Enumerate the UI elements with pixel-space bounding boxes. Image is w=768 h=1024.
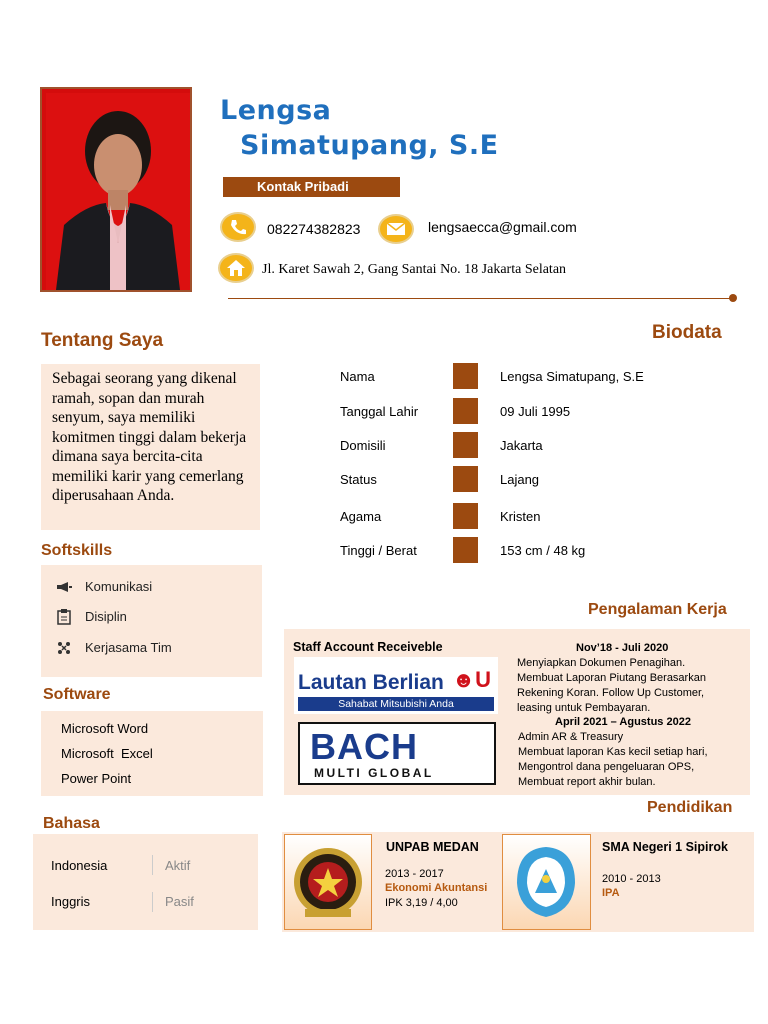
email-address[interactable]: lengsaecca@gmail.com xyxy=(428,219,577,235)
desc-2-line: Membuat report akhir bulan. xyxy=(518,776,656,788)
bio-label-nama: Nama xyxy=(340,369,375,384)
logo1-text: Lautan Berlian xyxy=(298,671,444,694)
phone-number[interactable]: 082274382823 xyxy=(267,221,361,237)
bio-value-domisili: Jakarta xyxy=(500,438,543,453)
about-heading: Tentang Saya xyxy=(41,330,164,351)
language-level: Pasif xyxy=(165,894,194,909)
school-years: 2010 - 2013 xyxy=(602,873,661,885)
team-icon xyxy=(55,641,73,655)
profile-photo xyxy=(40,87,192,292)
bio-marker xyxy=(453,398,478,424)
bio-value-tanggal-lahir: 09 Juli 1995 xyxy=(500,404,571,419)
bio-label-domisili: Domisili xyxy=(340,438,386,453)
softskill-item xyxy=(55,609,127,624)
address: Jl. Karet Sawah 2, Gang Santai No. 18 Jakarta Selatan xyxy=(262,262,567,277)
about-text: Sebagai seorang yang dikenal ramah, sopan dan murah senyum, saya memiliki komitmen tinggi dalam bekerja dimana saya bercita-cita memiliki karir yang cemerlang diperusahaan Anda. xyxy=(52,370,247,504)
bio-marker xyxy=(453,432,478,458)
softskills-heading: Softskills xyxy=(41,542,113,559)
bahasa-heading: Bahasa xyxy=(43,815,100,832)
softskill-item xyxy=(55,579,152,594)
bio-marker xyxy=(453,537,478,563)
software-item: Microsoft Excel xyxy=(61,746,153,761)
biodata-heading: Biodata xyxy=(652,322,722,343)
bio-value-nama: Lengsa Simatupang, S.E xyxy=(500,369,644,384)
bio-label-tinggi-berat: Tinggi / Berat xyxy=(340,543,417,558)
software-item: Power Point xyxy=(61,771,132,786)
bio-marker xyxy=(453,466,478,492)
bio-marker xyxy=(453,363,478,389)
education-heading: Pendidikan xyxy=(647,799,733,816)
unpab-emblem-icon xyxy=(284,834,372,930)
bio-label-tanggal-lahir: Tanggal Lahir xyxy=(340,404,419,419)
desc-1-line: Menyiapkan Dokumen Penagihan. xyxy=(517,657,686,669)
desc-1-line: Membuat Laporan Piutang Berasarkan xyxy=(517,672,706,684)
school-name: UNPAB MEDAN xyxy=(386,840,479,854)
home-icon xyxy=(218,253,254,283)
software-item: Microsoft Word xyxy=(61,721,149,736)
bio-value-agama: Kristen xyxy=(500,509,541,524)
bach-logo xyxy=(298,722,496,785)
last-name: Simatupang, S.E xyxy=(240,130,499,161)
school-ipk: IPK 3,19 / 4,00 xyxy=(385,897,458,909)
role-2: Admin AR & Treasury xyxy=(518,731,624,743)
tut-wuri-emblem-icon xyxy=(502,834,591,930)
desc-2-line: Mengontrol dana pengeluaran OPS, xyxy=(518,761,695,773)
period-1: Nov’18 - Juli 2020 xyxy=(576,642,669,654)
school-major: IPA xyxy=(602,887,620,899)
first-name: Lengsa xyxy=(220,95,332,126)
desc-1-line: Rekening Koran. Follow Up Customer, xyxy=(517,687,705,699)
bio-value-status: Lajang xyxy=(500,472,540,487)
phone-icon xyxy=(220,212,256,242)
logo2-text: BACH xyxy=(310,726,418,767)
mail-icon xyxy=(378,214,414,244)
bio-label-status: Status xyxy=(340,472,377,487)
period-2: April 2021 – Agustus 2022 xyxy=(555,716,691,728)
contact-heading: Kontak Pribadi xyxy=(223,177,400,197)
language-name: Indonesia xyxy=(51,858,108,873)
school-name: SMA Negeri 1 Sipirok xyxy=(602,840,728,854)
desc-2-line: Membuat laporan Kas kecil setiap hari, xyxy=(518,746,708,758)
job-title: Staff Account Receiveble xyxy=(293,640,443,654)
logo1-mascot-icon: ☻U xyxy=(452,667,492,692)
bio-marker xyxy=(453,503,478,529)
softskill-label: Disiplin xyxy=(85,609,127,624)
school-years: 2013 - 2017 xyxy=(385,868,444,880)
softskill-label: Komunikasi xyxy=(85,579,153,594)
logo1-sub: Sahabat Mitsubishi Anda xyxy=(298,697,494,711)
language-separator xyxy=(152,855,153,875)
experience-heading: Pengalaman Kerja xyxy=(588,601,727,618)
softskill-label: Kerjasama Tim xyxy=(85,640,172,655)
softskill-item xyxy=(55,640,172,655)
logo2-sub: MULTI GLOBAL xyxy=(314,766,434,780)
desc-1-line: leasing untuk Pembayaran. xyxy=(517,702,651,714)
bahasa-panel xyxy=(33,834,258,930)
header-divider xyxy=(228,298,733,299)
software-heading: Software xyxy=(43,686,111,703)
bio-value-tinggi-berat: 153 cm / 48 kg xyxy=(500,543,586,558)
clipboard-icon xyxy=(55,610,73,624)
megaphone-icon xyxy=(55,580,73,594)
lautan-berlian-logo xyxy=(294,657,498,714)
language-name: Inggris xyxy=(51,894,91,909)
school-major: Ekonomi Akuntansi xyxy=(385,882,488,894)
bio-label-agama: Agama xyxy=(340,509,382,524)
divider-dot xyxy=(729,294,737,302)
language-separator xyxy=(152,892,153,912)
language-level: Aktif xyxy=(165,858,191,873)
